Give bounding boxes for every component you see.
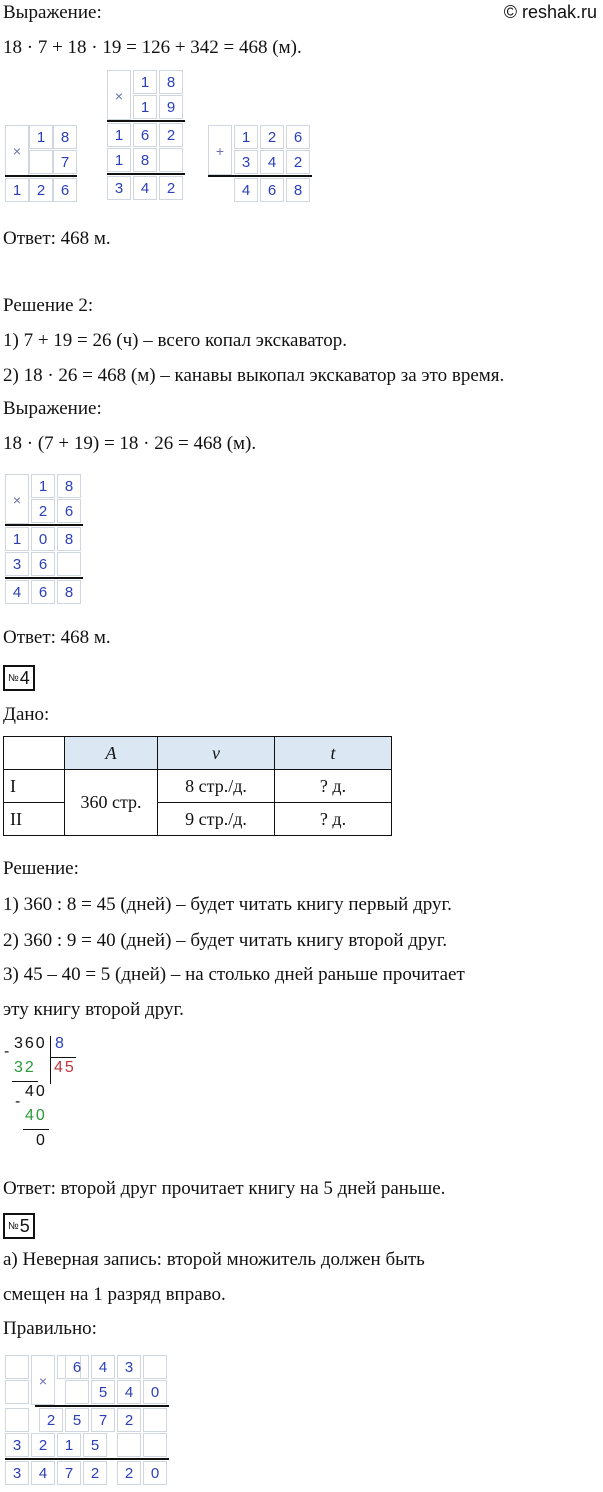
digit: 6 <box>65 1355 89 1379</box>
given-table <box>3 736 392 836</box>
empty-cell <box>143 1408 167 1432</box>
digit: 8 <box>57 527 81 551</box>
result-line <box>5 175 77 177</box>
digit: 1 <box>107 148 131 172</box>
digit: 4 <box>260 150 284 174</box>
solution-2-step-2: 2) 18 · 26 = 468 (м) – канавы выкопал экскаватор за это время. <box>3 365 505 386</box>
digit: 0 <box>143 1461 167 1485</box>
digit: 3 <box>117 1355 141 1379</box>
digit <box>29 150 53 174</box>
digit: 2 <box>117 1408 141 1432</box>
table-header-a: A <box>65 737 158 770</box>
task-5-badge <box>3 1213 35 1239</box>
digit: 3 <box>5 1433 29 1457</box>
digit: 6 <box>260 178 284 202</box>
cell-speed: 9 стр./д. <box>158 803 275 836</box>
number-sign: № <box>8 1221 19 1233</box>
digit: 6 <box>53 178 77 202</box>
solution-2-expression-label: Выражение: <box>3 398 102 419</box>
digit <box>57 552 81 576</box>
digit: 3 <box>5 552 29 576</box>
table-header-empty <box>4 737 65 770</box>
digit: 3 <box>234 150 258 174</box>
row-label: I <box>4 770 65 803</box>
number-sign: № <box>8 673 19 685</box>
cell-time: ? д. <box>275 803 392 836</box>
result-line <box>5 524 83 526</box>
digit: 2 <box>39 1408 63 1432</box>
empty-cell <box>143 1355 167 1379</box>
remainder-2: 0 <box>36 1132 45 1149</box>
digit: 2 <box>159 176 183 200</box>
result-line <box>208 175 312 177</box>
empty-cell <box>65 1380 89 1404</box>
dividend: 360 <box>14 1035 47 1052</box>
result-line <box>107 120 185 122</box>
digit: 1 <box>57 1433 81 1457</box>
cell-pages: 360 стр. <box>65 770 158 836</box>
empty-cell <box>208 178 232 202</box>
empty-cell <box>143 1433 167 1457</box>
digit: 1 <box>31 474 55 498</box>
multiply-sign: × <box>5 474 29 524</box>
division-bar <box>50 1036 51 1084</box>
divisor-line <box>50 1057 76 1058</box>
digit: 4 <box>5 580 29 604</box>
digit: 2 <box>260 125 284 149</box>
digit: 6 <box>133 123 157 147</box>
digit: 6 <box>286 125 310 149</box>
digit: 2 <box>286 150 310 174</box>
digit: 2 <box>83 1461 107 1485</box>
digit: 2 <box>29 178 53 202</box>
expression-label: Выражение: <box>3 2 102 23</box>
result-line <box>5 1458 169 1460</box>
digit: 4 <box>117 1380 141 1404</box>
long-division <box>0 1035 120 1160</box>
task-4-badge <box>3 665 35 691</box>
digit: 1 <box>29 125 53 149</box>
multiply-sign: × <box>31 1355 55 1405</box>
digit: 7 <box>91 1408 115 1432</box>
multiply-sign: × <box>107 70 131 120</box>
task-4-step-1: 1) 360 : 8 = 45 (дней) – будет читать книгу первый друг. <box>3 894 452 915</box>
digit: 4 <box>234 178 258 202</box>
row-label: II <box>4 803 65 836</box>
result-line <box>35 1405 169 1407</box>
multiply-sign: × <box>5 125 29 175</box>
sub-line-1 <box>12 1081 38 1082</box>
digit: 9 <box>159 95 183 119</box>
spacer <box>5 1355 29 1379</box>
solution-2-expression: 18 · (7 + 19) = 18 · 26 = 468 (м). <box>3 433 257 454</box>
task-4-step-3b: эту книгу второй друг. <box>3 999 184 1020</box>
digit: 5 <box>83 1433 107 1457</box>
task-number: 4 <box>19 668 30 688</box>
subtrahend-2: 40 <box>25 1107 47 1124</box>
solution-2-step-1: 1) 7 + 19 = 26 (ч) – всего копал экскаватор. <box>3 330 347 351</box>
task-5-a-line-2: смещен на 1 разряд вправо. <box>3 1284 226 1305</box>
digit: 2 <box>159 123 183 147</box>
digit: 8 <box>286 178 310 202</box>
quotient: 45 <box>54 1059 76 1076</box>
site-watermark: © reshak.ru <box>503 2 597 22</box>
table-header-v: v <box>158 737 275 770</box>
digit <box>159 148 183 172</box>
digit: 3 <box>5 1461 29 1485</box>
digit: 8 <box>133 148 157 172</box>
digit: 4 <box>31 1461 55 1485</box>
task-4-answer: Ответ: второй друг прочитает книгу на 5 дней раньше. <box>3 1178 446 1199</box>
solution-2-title: Решение 2: <box>3 295 94 316</box>
remainder-1: 40 <box>25 1083 47 1100</box>
digit: 1 <box>133 70 157 94</box>
digit: 4 <box>133 176 157 200</box>
digit: 2 <box>31 499 55 523</box>
digit: 8 <box>159 70 183 94</box>
digit: 7 <box>53 150 77 174</box>
task-number: 5 <box>19 1216 30 1236</box>
digit: 2 <box>117 1461 141 1485</box>
expression-1: 18 · 7 + 18 · 19 = 126 + 342 = 468 (м). <box>3 37 302 58</box>
digit: 3 <box>107 176 131 200</box>
subtrahend-1: 32 <box>14 1059 36 1076</box>
digit: 0 <box>31 527 55 551</box>
digit: 6 <box>57 499 81 523</box>
divisor: 8 <box>55 1035 64 1052</box>
digit: 4 <box>91 1355 115 1379</box>
correct-label: Правильно: <box>3 1318 97 1339</box>
digit: 7 <box>57 1461 81 1485</box>
result-line <box>5 577 83 579</box>
minus-sign: - <box>4 1043 10 1060</box>
digit: 2 <box>31 1433 55 1457</box>
answer-1: Ответ: 468 м. <box>3 228 111 249</box>
digit: 8 <box>53 125 77 149</box>
solution-2-answer: Ответ: 468 м. <box>3 627 111 648</box>
digit: 5 <box>91 1380 115 1404</box>
digit: 1 <box>107 123 131 147</box>
empty-cell <box>5 1380 29 1404</box>
digit: 6 <box>31 552 55 576</box>
digit: 1 <box>5 178 29 202</box>
digit: 1 <box>133 95 157 119</box>
digit: 8 <box>57 474 81 498</box>
result-line <box>107 173 185 175</box>
solution-label: Решение: <box>3 858 79 879</box>
empty-cell <box>5 1408 29 1432</box>
plus-sign: + <box>208 125 232 175</box>
digit: 1 <box>234 125 258 149</box>
sub-line-2 <box>23 1129 49 1130</box>
digit: 1 <box>5 527 29 551</box>
task-5-a-line-1: а) Неверная запись: второй множитель должен быть <box>3 1249 425 1270</box>
cell-speed: 8 стр./д. <box>158 770 275 803</box>
digit: 0 <box>143 1380 167 1404</box>
task-4-step-3a: 3) 45 – 40 = 5 (дней) – на столько дней раньше прочитает <box>3 964 465 985</box>
given-label: Дано: <box>3 704 50 725</box>
cell-time: ? д. <box>275 770 392 803</box>
minus-sign: - <box>15 1093 21 1110</box>
empty-cell <box>117 1433 141 1457</box>
task-4-step-2: 2) 360 : 9 = 40 (дней) – будет читать книгу второй друг. <box>3 930 448 951</box>
table-header-t: t <box>275 737 392 770</box>
digit: 6 <box>31 580 55 604</box>
digit: 8 <box>57 580 81 604</box>
digit: 5 <box>65 1408 89 1432</box>
